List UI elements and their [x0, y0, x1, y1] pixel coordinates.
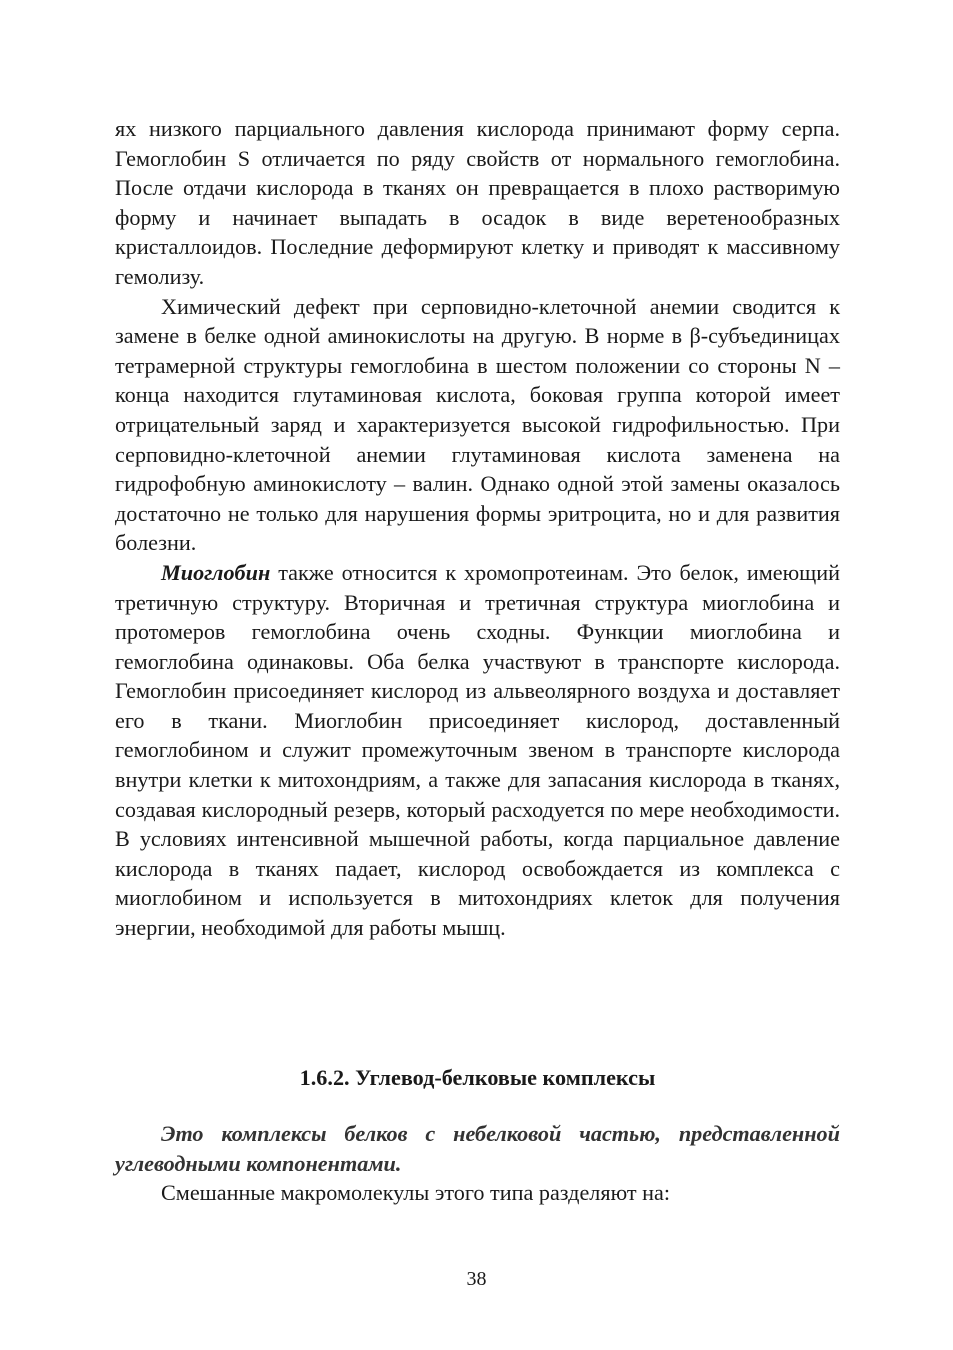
paragraph-chemical-defect: Химический дефект при серповидно-клеточной анемии сводится к замене в белке одной аминокислоты на другую. В норме в β-субъединицах тетрамерной структуры гемоглобина в шестом положении со стороны N – конца находится глутаминовая кислота, боковая группа которой имеет отрицательный заряд и характеризуется высокой гидрофильностью. При серповидно-клеточной анемии глутаминовая кислота заменена на гидрофобную аминокислоту – валин. Однако одной этой замены оказалось достаточно не только для нарушения формы эритроцита, но и для развития болезни. — [115, 293, 840, 556]
page-number: 38 — [466, 1268, 487, 1290]
section-body — [115, 1119, 840, 1208]
myoglobin-text: также относится к хромопротеинам. Это белок, имеющий третичную структуру. Вторичная и третичная структура миоглобина и протомеров гемоглобина очень сходны. Функции миоглобина и гемоглобина одинаковы. Оба белка участвуют в транспорте кислорода. Гемоглобин присоединяет кислород из альвеолярного воздуха и доставляет его в ткани. Миоглобин присоединяет кислород, доставленный гемоглобином и служит промежуточным звеном в транспорте кислорода внутри клетки к митохондриям, а также для запасания кислорода в тканях, создавая кислородный резерв, который расходуется по мере необходимости. В условиях интенсивной мышечной работы, когда парциальное давление кислорода в тканях падает, кислород освобождается из комплекса с миоглобином и используется в митохондриях клеток для получения энергии, необходимой для работы мышц. — [115, 559, 840, 941]
term-myoglobin: Миоглобин — [161, 559, 271, 585]
section-definition: Это комплексы белков с небелковой частью, представленной углеводными компонентами. — [115, 1121, 840, 1176]
body-text — [115, 114, 840, 943]
section-intro: Смешанные макромолекулы этого типа разделяют на: — [161, 1180, 670, 1206]
section-heading: 1.6.2. Углевод-белковые комплексы — [299, 1065, 656, 1090]
paragraph-myoglobin — [115, 558, 840, 943]
paragraph-sickle-cell-form: ях низкого парциального давления кислорода принимают форму серпа. Гемоглобин S отличается по ряду свойств от нормального гемоглобина. После отдачи кислорода в тканях он превращается в плохо растворимую форму и начинает выпадать в осадок в виде веретенообразных кристаллоидов. Последние деформируют клетку и приводят к массивному гемолизу. — [115, 116, 840, 289]
